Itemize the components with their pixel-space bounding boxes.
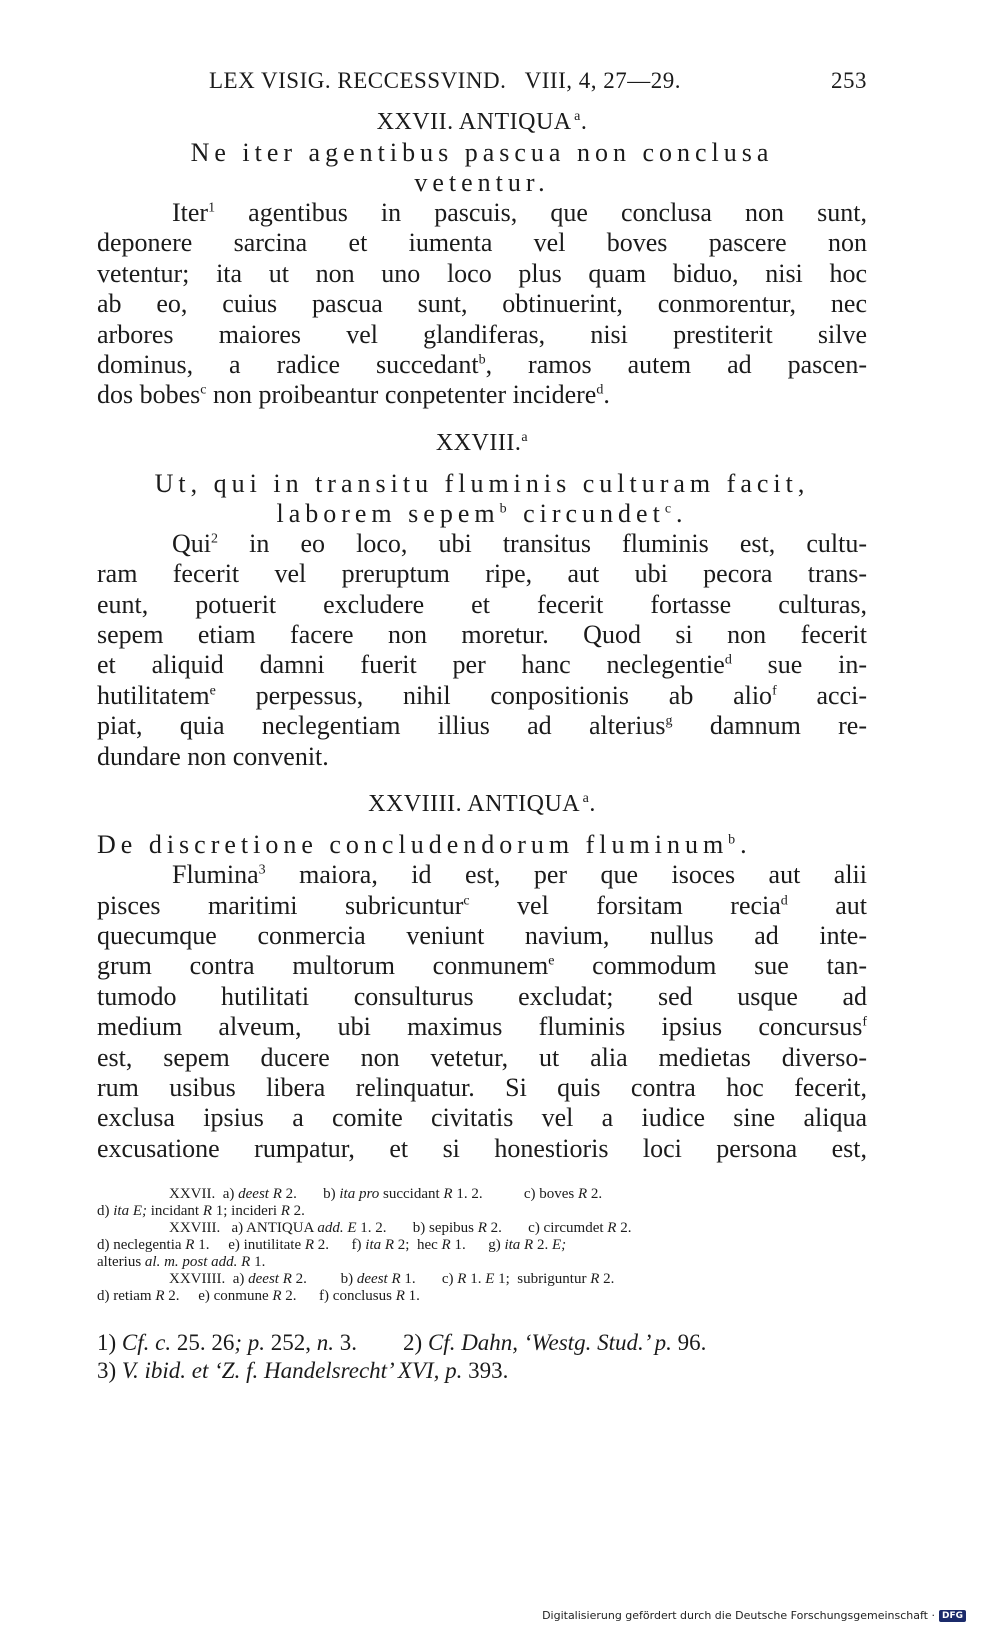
digitization-note: Digitalisierung gefördert durch die Deutsche Forschungsgemeinschaft · <box>542 1609 935 1622</box>
section-heading-29: XXVIIII. ANTIQUA $^a$. <box>368 791 596 818</box>
section-text-28: Qui$^2$ in eo loco, ubi transitus fluminis est, cultu- ram fecerit vel preruptum ripe, aut ubi pecora trans- eunt, potuerit excludere et fecerit fortasse culturas, sepem etiam facere non moretur. Quod si non fecerit et aliquid damni fuerit per hanc neclegentie$^d$ sue in- hutilitatem$^e$ perpessus, nihil conpositionis ab alio$^f$ acci- piat, quia neclegentiam illius ad alterius$^g$ damnum re- dundare non convenit. <box>97 528 868 771</box>
critical-apparatus: XXVII. a) deest R 2. b) ita pro succidant R 1. 2. c) boves R 2. d) ita E; incidant R 1; incideri R 2. XXVIII. a) ANTIQUA add. E 1. 2. b) sepibus R 2. c) circumdet R 2. d) neclegentia R 1. e) inutilitate R 2. f) ita R 2; hec R 1. g) ita R 2. E; alterius al. m. post add. R 1. XXVIIII. a) deest R 2. b) deest R 1. c) R 1. E 1; subriguntur R 2. d) retiam R 2. e) conmune R 2. f) conclusus R 1. <box>97 1186 632 1305</box>
page-number: 253 <box>831 68 867 93</box>
section-heading-28: XXVIII.$^a$ <box>435 429 529 456</box>
section-rubric-29: De discretione concludendorum fluminum$^b$. <box>97 830 752 860</box>
footnotes: 1) Cf. c. 25. 26; p. 252, n. 3. 2) Cf. Dahn, ‘Westg. Stud.’ p. 96. 3) V. ibid. et ‘Z. f. Handelsrecht’ XVI, p. 393. <box>97 1330 707 1384</box>
section-rubric-28: Ut, qui in transitu fluminis culturam facit, laborem sepem$^b$ circundet$^c$. <box>154 468 810 528</box>
digitization-credit <box>542 1609 966 1622</box>
document-page <box>97 62 867 1385</box>
section-text-29: Flumina$^3$ maiora, id est, per que isoces aut alii pisces maritimi subricuntur$^c$ vel forsitam recia$^d$ aut quecumque conmercia veniunt navium, nullus ad inte- grum contra multorum conmunem$^e$ commodum sue tan- tumodo hutilitati consulturus excludat; sed usque ad medium alveum, ubi maximus fluminis ipsius concursus$^f$ est, sepem ducere non vetetur, ut alia medietas diverso- rum usibus libera relinquatur. Si quis contra hoc fecerit, exclusa ipsius a comite civitatis vel a iudice sine aliqua excusatione rumpatur, et si honestioris loci persona est, <box>97 860 867 1163</box>
running-head <box>97 62 867 106</box>
section-text-27: Iter$^1$ agentibus in pascuis, que conclusa non sunt, deponere sarcina et iumenta vel boves pascere non vetentur; ita ut non uno loco plus quam biduo, nisi hoc ab eo, cuius pascua sunt, obtinuerint, conmorentur, nec arbores maiores vel glandiferas, nisi prestiterit silve dominus, a radice succedant$^b$, ramos autem ad pascen- dos bobes$^c$ non proibeantur conpetenter incidere$^d$. <box>97 198 867 410</box>
section-heading-27: XXVII. ANTIQUA $^a$. <box>376 109 588 135</box>
dfg-logo: DFG <box>939 1610 966 1622</box>
section-rubric-27: Ne iter agentibus pascua non conclusa vetentur. <box>190 138 774 197</box>
running-head-title: LEX VISIG. RECCESSVIND. VIII, 4, 27—29. <box>209 68 681 93</box>
